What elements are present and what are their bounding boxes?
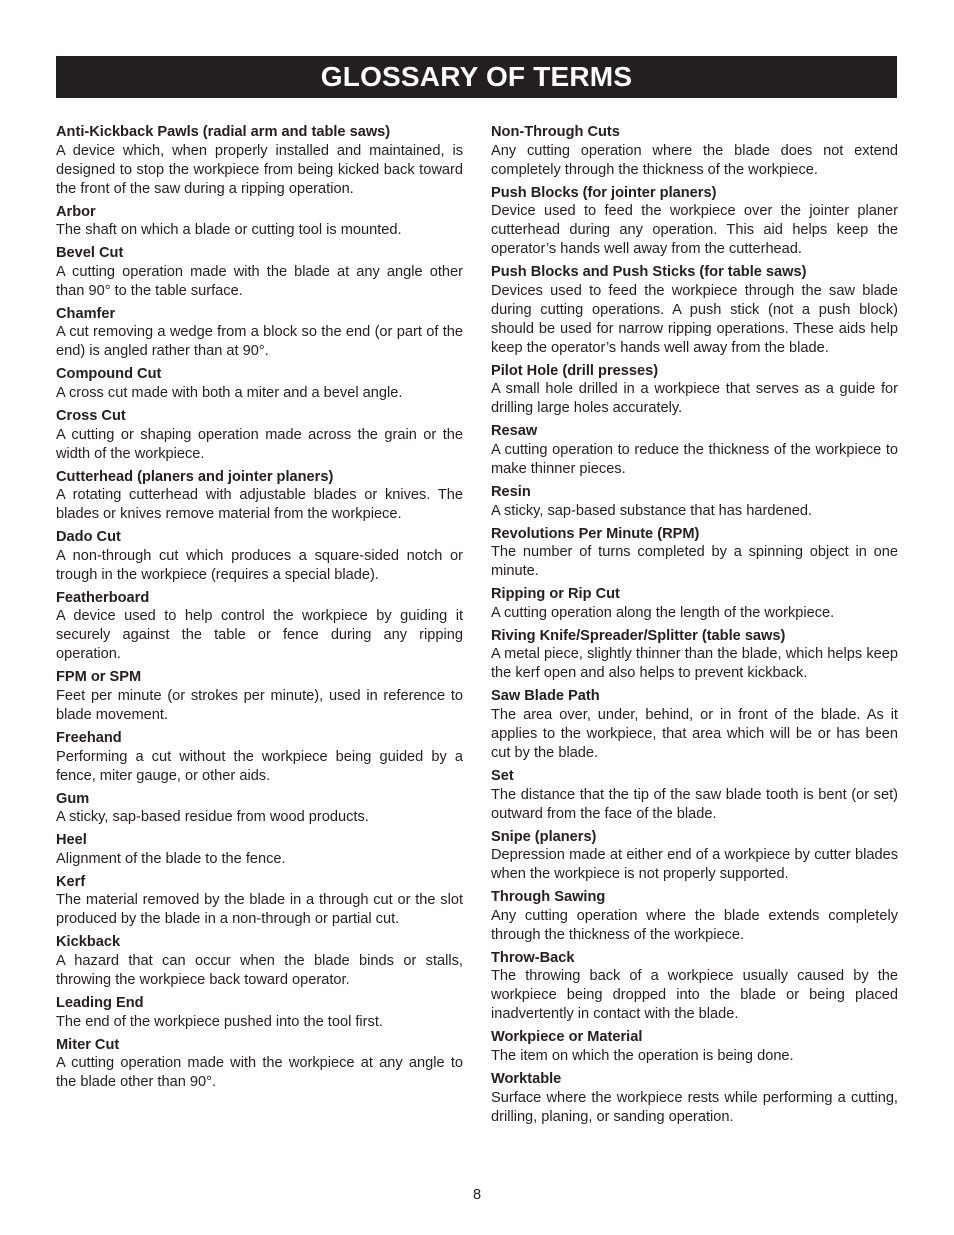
glossary-term: Push Blocks (for jointer planers) xyxy=(491,184,717,201)
page-title-bar xyxy=(56,56,897,98)
glossary-entry xyxy=(491,828,898,885)
glossary-definition: The distance that the tip of the saw blade tooth is bent (or set) outward from the face of the blade. xyxy=(491,786,898,822)
glossary-term: Through Sawing xyxy=(491,889,606,906)
glossary-entry xyxy=(56,933,463,990)
glossary-definition: A metal piece, slightly thinner than the blade, which helps keep the kerf open and also helps to prevent kickback. xyxy=(491,646,898,682)
glossary-left-column xyxy=(56,123,463,1096)
glossary-definition: A cutting operation along the length of the workpiece. xyxy=(491,604,835,621)
glossary-term: Workpiece or Material xyxy=(491,1029,643,1046)
glossary-term: Non-Through Cuts xyxy=(491,124,620,140)
glossary-entry xyxy=(491,362,898,419)
glossary-entry xyxy=(56,873,463,930)
glossary-definition: A rotating cutterhead with adjustable blades or knives. The blades or knives remove material from the workpiece. xyxy=(56,487,463,523)
glossary-term: Kerf xyxy=(56,873,86,890)
glossary-definition: The number of turns completed by a spinning object in one minute. xyxy=(491,544,898,580)
glossary-entry xyxy=(56,468,463,525)
glossary-definition: A cross cut made with both a miter and a bevel angle. xyxy=(56,384,403,401)
glossary-entry xyxy=(491,888,898,945)
glossary-entry xyxy=(56,994,463,1032)
glossary-definition: The shaft on which a blade or cutting tool is mounted. xyxy=(56,222,402,239)
glossary-entry xyxy=(491,184,898,260)
glossary-entry xyxy=(491,422,898,479)
glossary-entry xyxy=(56,1036,463,1093)
glossary-term: Resin xyxy=(491,483,531,500)
page-title: GLOSSARY OF TERMS xyxy=(320,61,633,92)
glossary-definition: A cut removing a wedge from a block so the end (or part of the end) is angled rather than at 90°. xyxy=(56,324,463,360)
glossary-entry xyxy=(491,767,898,824)
glossary-definition: A cutting or shaping operation made across the grain or the width of the workpiece. xyxy=(56,426,463,462)
glossary-definition: Device used to feed the workpiece over the jointer planer cutterhead during any operation. This aid helps keep the operator’s hands well away from the cutterhead. xyxy=(491,203,898,258)
glossary-definition: The item on which the operation is being done. xyxy=(491,1047,794,1064)
glossary-term: Throw-Back xyxy=(491,949,575,966)
glossary-entry xyxy=(56,305,463,362)
glossary-definition: The material removed by the blade in a through cut or the slot produced by the blade in a non-through or partial cut. xyxy=(56,892,463,928)
glossary-definition: A cutting operation made with the workpiece at any angle to the blade other than 90°. xyxy=(56,1055,463,1091)
glossary-right-column xyxy=(491,123,898,1131)
glossary-term: Leading End xyxy=(56,994,144,1011)
glossary-term: Cross Cut xyxy=(56,407,126,424)
glossary-entry xyxy=(56,407,463,464)
glossary-definition: A cutting operation made with the blade at any angle other than 90° to the table surface. xyxy=(56,263,463,299)
glossary-definition: Devices used to feed the workpiece through the saw blade during cutting operations. A push stick (not a push block) should be used for narrow ripping operations. These aids help keep the operator’s hands well away from the blade. xyxy=(491,282,898,356)
glossary-definition: A cutting operation to reduce the thickness of the workpiece to make thinner pieces. xyxy=(491,441,898,477)
glossary-definition: A sticky, sap-based residue from wood products. xyxy=(56,809,369,826)
glossary-entry xyxy=(56,790,463,828)
page-number: 8 xyxy=(472,1187,482,1203)
glossary-term: Miter Cut xyxy=(56,1036,120,1053)
glossary-term: Dado Cut xyxy=(56,529,121,546)
glossary-definition: Any cutting operation where the blade does not extend completely through the thickness of the workpiece. xyxy=(491,142,898,178)
glossary-term: Resaw xyxy=(491,423,538,440)
glossary-term: Arbor xyxy=(56,203,96,220)
glossary-term: Anti-Kickback Pawls (radial arm and table saws) xyxy=(56,124,391,140)
glossary-term: Heel xyxy=(56,832,87,849)
glossary-definition: The area over, under, behind, or in front of the blade. As it applies to the workpiece, that area which will be or has been cut by the blade. xyxy=(491,706,898,761)
glossary-term: Kickback xyxy=(56,934,121,951)
glossary-entry xyxy=(56,365,463,403)
glossary-definition: The throwing back of a workpiece usually caused by the workpiece being dropped into the blade or being placed inadvertently in contact with the blade. xyxy=(491,968,898,1023)
glossary-term: Pilot Hole (drill presses) xyxy=(491,362,659,379)
glossary-definition: A sticky, sap-based substance that has hardened. xyxy=(491,502,812,519)
glossary-definition: Performing a cut without the workpiece being guided by a fence, miter gauge, or other aids. xyxy=(56,748,463,784)
glossary-term: Revolutions Per Minute (RPM) xyxy=(491,525,700,542)
glossary-term: Riving Knife/Spreader/Splitter (table saws) xyxy=(491,627,786,644)
glossary-entry xyxy=(491,627,898,684)
glossary-definition: Surface where the workpiece rests while performing a cutting, drilling, planing, or sanding operation. xyxy=(491,1089,898,1125)
glossary-entry xyxy=(491,949,898,1025)
glossary-entry xyxy=(56,203,463,241)
glossary-term: Compound Cut xyxy=(56,366,162,383)
glossary-term: Push Blocks and Push Sticks (for table saws) xyxy=(491,264,807,281)
glossary-definition: A device which, when properly installed and maintained, is designed to stop the workpiece from being kicked back toward the front of the saw during a ripping operation. xyxy=(56,142,463,197)
glossary-definition: The end of the workpiece pushed into the tool first. xyxy=(56,1013,383,1030)
glossary-entry xyxy=(491,525,898,582)
glossary-definition: A small hole drilled in a workpiece that serves as a guide for drilling large holes accurately. xyxy=(491,381,898,417)
glossary-entry xyxy=(56,589,463,665)
glossary-definition: Feet per minute (or strokes per minute), used in reference to blade movement. xyxy=(56,687,463,723)
glossary-entry xyxy=(491,585,898,623)
glossary-entry xyxy=(491,687,898,763)
glossary-term: Saw Blade Path xyxy=(491,688,600,705)
glossary-entry xyxy=(56,528,463,585)
glossary-entry xyxy=(491,1070,898,1127)
glossary-entry xyxy=(491,483,898,521)
glossary-term: Ripping or Rip Cut xyxy=(491,586,620,603)
glossary-definition: Depression made at either end of a workpiece by cutter blades when the workpiece is not properly supported. xyxy=(491,847,898,883)
glossary-entry xyxy=(56,668,463,725)
glossary-definition: Alignment of the blade to the fence. xyxy=(56,850,286,867)
glossary-entry xyxy=(491,263,898,358)
glossary-term: Set xyxy=(491,767,514,784)
glossary-definition: A non-through cut which produces a square-sided notch or trough in the workpiece (requires a special blade). xyxy=(56,547,463,583)
glossary-definition: A hazard that can occur when the blade binds or stalls, throwing the workpiece back toward operator. xyxy=(56,952,463,988)
glossary-term: Freehand xyxy=(56,729,122,746)
glossary-term: FPM or SPM xyxy=(56,669,142,686)
glossary-term: Featherboard xyxy=(56,589,150,606)
glossary-term: Bevel Cut xyxy=(56,245,124,262)
glossary-term: Snipe (planers) xyxy=(491,828,597,845)
glossary-entry xyxy=(491,1028,898,1066)
glossary-definition: Any cutting operation where the blade extends completely through the thickness of the workpiece. xyxy=(491,907,898,943)
glossary-entry xyxy=(56,123,463,199)
glossary-term: Chamfer xyxy=(56,305,116,322)
glossary-term: Cutterhead (planers and jointer planers) xyxy=(56,468,334,485)
glossary-term: Gum xyxy=(56,790,90,807)
glossary-entry xyxy=(56,729,463,786)
glossary-entry xyxy=(56,244,463,301)
glossary-term: Worktable xyxy=(491,1070,562,1087)
glossary-entry xyxy=(56,831,463,869)
glossary-definition: A device used to help control the workpiece by guiding it securely against the table or fence during any ripping operation. xyxy=(56,608,463,663)
glossary-entry xyxy=(491,123,898,180)
